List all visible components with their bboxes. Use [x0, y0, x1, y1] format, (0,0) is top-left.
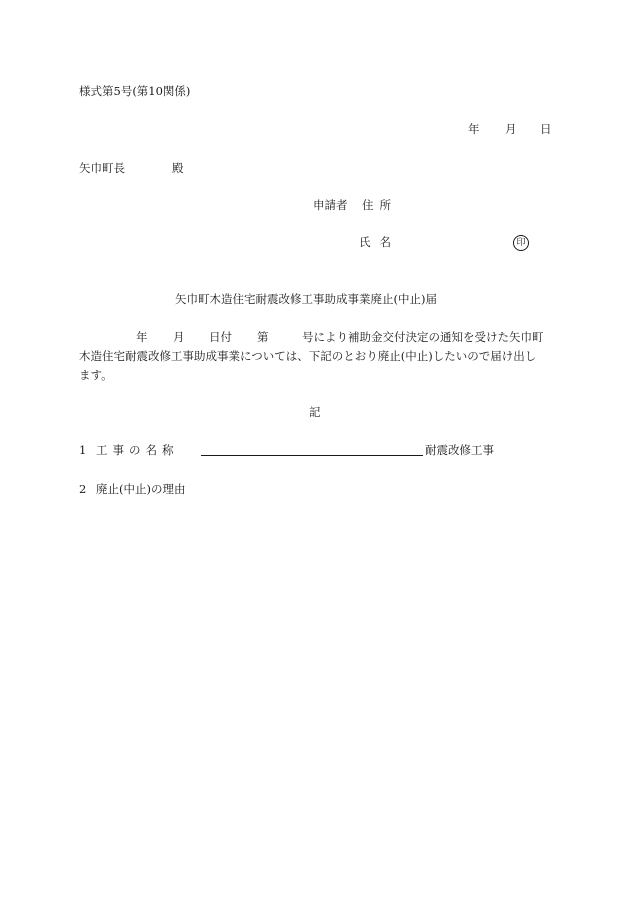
name-label: 氏名 [359, 235, 400, 249]
item-1-label: 工事の名称 [96, 443, 179, 457]
ki-heading: 記 [309, 405, 321, 419]
body-day: 日付 [209, 330, 232, 344]
item-1-value: 耐震改修工事 [425, 443, 494, 457]
body-dai: 第 [257, 330, 269, 344]
item-1-number: 1 [79, 443, 87, 457]
addressee: 矢巾町長 [79, 161, 125, 175]
address-label: 住所 [362, 198, 397, 212]
body-month: 月 [173, 330, 185, 344]
document-title: 矢巾町木造住宅耐震改修工事助成事業廃止(中止)届 [175, 292, 437, 306]
seal-icon: 印 [513, 235, 529, 251]
date-day-label: 日 [540, 122, 552, 136]
date-month-label: 月 [505, 122, 517, 136]
item-2-label: 廃止(中止)の理由 [96, 482, 186, 496]
item-2-number: 2 [79, 482, 87, 496]
applicant-label: 申請者 [313, 198, 348, 212]
body-line1-rest: 号により補助金交付決定の通知を受けた矢巾町 [302, 330, 544, 344]
body-line-2: 木造住宅耐震改修工事助成事業については、下記のとおり廃止(中止)したいので届け出し [79, 349, 537, 363]
body-year: 年 [136, 330, 148, 344]
form-number: 様式第5号(第10関係) [79, 84, 191, 98]
construction-name-field[interactable] [201, 455, 423, 456]
date-year-label: 年 [468, 122, 480, 136]
addressee-honorific: 殿 [172, 161, 184, 175]
body-line-3: ます。 [79, 368, 113, 382]
